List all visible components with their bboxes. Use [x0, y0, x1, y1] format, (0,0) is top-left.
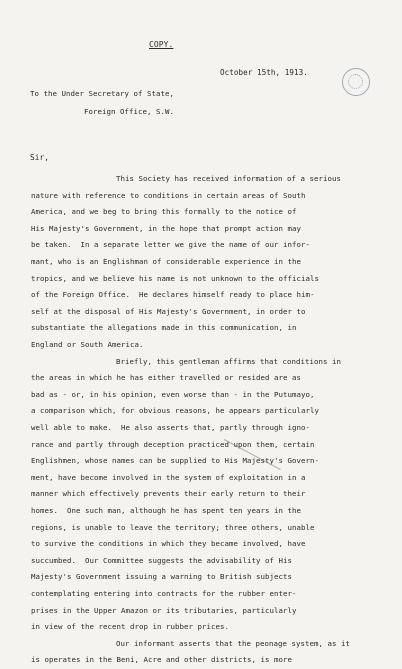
body-line: a comparison which, for obvious reasons, he appears particularly: [31, 406, 319, 416]
body-line: in view of the recent drop in rubber prices.: [31, 622, 229, 632]
body-line: America, and we beg to bring this formally to the notice of: [31, 207, 297, 217]
body-line: the areas in which he has either travelled or resided are as: [31, 373, 301, 383]
body-line: contemplating entering into contracts for the rubber enter-: [31, 589, 297, 598]
body-line: succumbed. Our Committee suggests the advisability of His: [31, 555, 292, 565]
body-line: of the Foreign Office. He declares himself ready to place him-: [31, 290, 315, 300]
body-line: prises in the Upper Amazon or its tributaries, particularly: [31, 605, 297, 615]
registry-stamp: [342, 68, 370, 96]
body-line: bad as - or, in his opinion, even worse than - in the Putumayo,: [31, 389, 315, 399]
body-line: tropics, and we believe his name is not unknown to the officials: [31, 273, 319, 283]
body-line: self at the disposal of His Majesty's Government, in order to: [31, 306, 306, 316]
body-line: nature with reference to conditions in certain areas of South: [31, 190, 306, 200]
address-line-2: Foreign Office, S.W.: [84, 107, 174, 116]
body-line: rance and partly through deception practiced upon them, certain: [31, 439, 315, 449]
copy-heading: COPY.: [149, 40, 174, 49]
body-line: mant, who is an Englishman of considerable experience in the: [31, 257, 301, 266]
salutation: Sir,: [30, 153, 49, 162]
body-line: Briefly, this gentleman affirms that conditions in: [116, 356, 341, 366]
body-line: homes. One such man, although he has spent ten years in the: [31, 506, 301, 515]
body-line: Englishmen, whose names can be supplied to His Majesty's Govern-: [31, 456, 319, 466]
letter-date: October 15th, 1913.: [220, 68, 308, 77]
body-line: to survive the conditions in which they became involved, have: [31, 539, 306, 549]
body-line: is operates in the Beni, Acre and other districts, is more: [31, 655, 292, 665]
body-line: Our informant asserts that the peonage system, as it: [116, 638, 350, 648]
body-line: be taken. In a separate letter we give the name of our infor-: [31, 240, 310, 250]
body-line: This Society has received information of a serious: [116, 174, 341, 183]
body-line: England or South America.: [31, 340, 144, 349]
body-line: His Majesty's Government, in the hope that prompt action may: [31, 223, 301, 233]
body-line: manner which effectively prevents their early return to their: [31, 489, 306, 499]
body-line: ment, have become involved in the system of exploitation in a: [31, 472, 306, 482]
address-line-1: To the Under Secretary of State,: [30, 89, 174, 98]
body-line: substantiate the allegations made in this communication, in: [31, 323, 297, 333]
body-line: regions, is unable to leave the territory; three others, unable: [31, 522, 315, 532]
body-line: well able to make. He also asserts that, partly through igno-: [31, 423, 310, 432]
body-line: Majesty's Government issuing a warning to British subjects: [31, 572, 292, 582]
